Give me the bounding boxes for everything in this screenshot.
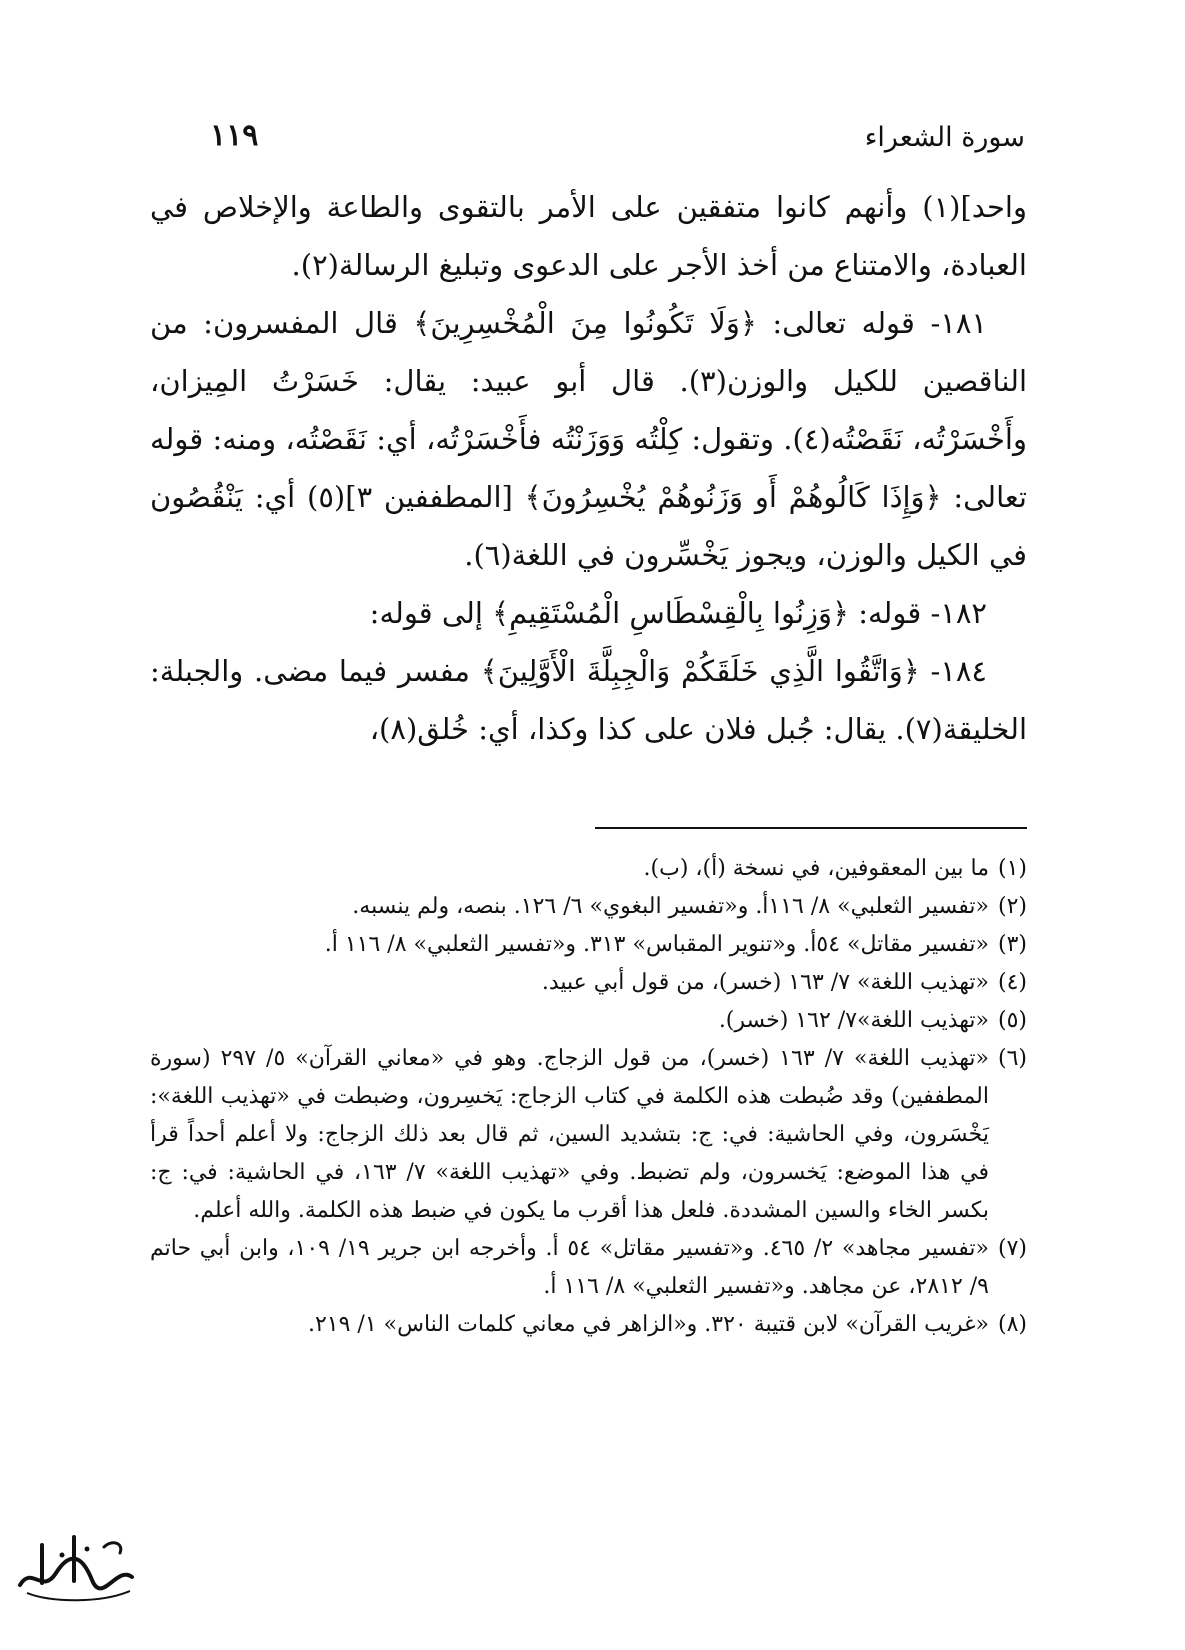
footnote — [150, 1230, 1027, 1306]
footnote-number: (٨) — [997, 1312, 1027, 1337]
main-text — [150, 178, 1027, 758]
calligraphy-logo — [12, 1525, 142, 1610]
running-title: سورة الشعراء — [864, 122, 1025, 153]
footnote — [150, 1040, 1027, 1230]
footnote — [150, 1002, 1027, 1040]
page-number: ١١٩ — [210, 118, 259, 153]
footnote-number: (٦) — [997, 1046, 1027, 1071]
footnote-text: ما بين المعقوفين، في نسخة (أ)، (ب). — [643, 856, 989, 881]
paragraph-verse-181: ١٨١- قوله تعالى: ﴿وَلَا تَكُونُوا مِنَ الْمُخْسِرِينَ﴾ قال المفسرون: من الناقصين للكيل والوزن(٣). قال أبو عبيد: يقال: خَسَرْتُ المِيزان، وأَخْسَرْتُه، نَقَصْتُه(٤). وتقول: كِلْتُه وَوَزَنْتُه فأَخْسَرْتُه، أي: نَقَصْتُه، ومنه: قوله تعالى: ﴿وَإِذَا كَالُوهُمْ أَو وَزَنُوهُمْ يُخْسِرُونَ﴾ [المطففين ٣](٥) أي: يَنْقُصُون في الكيل والوزن، ويجوز يَخْسِّرون في اللغة(٦). — [150, 306, 1027, 572]
footnote-number: (٣) — [997, 932, 1027, 957]
footnote-number: (٢) — [997, 894, 1027, 919]
footnote-text: «تهذيب اللغة» ٧/ ١٦٣ (خسر)، من قول أبي عبيد. — [541, 970, 989, 995]
footnote-text: «تهذيب اللغة»٧/ ١٦٢ (خسر). — [718, 1008, 989, 1033]
footnotes — [150, 850, 1027, 1344]
footnote-number: (١) — [997, 856, 1027, 881]
paragraph-verse-182: ١٨٢- قوله: ﴿وَزِنُوا بِالْقِسْطَاسِ الْمُسْتَقِيمِ﴾ إلى قوله: — [369, 596, 987, 630]
footnote-text: «تفسير الثعلبي» ٨/ ١١٦أ. و«تفسير البغوي» ٦/ ١٢٦. بنصه، ولم ينسبه. — [352, 894, 989, 919]
page-header — [150, 112, 1025, 162]
footnote-text: «تهذيب اللغة» ٧/ ١٦٣ (خسر)، من قول الزجاج. وهو في «معاني القرآن» ٥/ ٢٩٧ (سورة المطففين) وقد ضُبطت هذه الكلمة في كتاب الزجاج: يَخسِرون، وضبطت في «تهذيب اللغة»: يَخْسَرون، وفي الحاشية: في: ج: بتشديد السين، ثم قال بعد ذلك الزجاج: ولا أعلم أحداً قرأ في هذا الموضع: يَخسرون، ولم تضبط. وفي «تهذيب اللغة» ٧/ ١٦٣، في الحاشية: في: ج: بكسر الخاء والسين المشددة. فلعل هذا أقرب ما يكون في ضبط هذه الكلمة. والله أعلم. — [150, 1046, 990, 1223]
footnote-text: «غريب القرآن» لابن قتيبة ٣٢٠. و«الزاهر في معاني كلمات الناس» ١/ ٢١٩. — [307, 1312, 989, 1337]
footnote-separator — [595, 827, 1027, 829]
footnote-number: (٤) — [997, 970, 1027, 995]
footnote-number: (٧) — [997, 1236, 1027, 1261]
footnote — [150, 1306, 1027, 1344]
footnote — [150, 850, 1027, 888]
footnote-number: (٥) — [997, 1008, 1027, 1033]
footnote — [150, 926, 1027, 964]
paragraph-continuation: واحد](١) وأنهم كانوا متفقين على الأمر بالتقوى والطاعة والإخلاص في العبادة، والامتناع من أخذ الأجر على الدعوى وتبليغ الرسالة(٢). — [150, 190, 1027, 282]
footnote — [150, 964, 1027, 1002]
paragraph-verse-184: ١٨٤- ﴿وَاتَّقُوا الَّذِي خَلَقَكُمْ وَالْجِبِلَّةَ الْأَوَّلِينَ﴾ مفسر فيما مضى. والجبلة: الخليقة(٧). يقال: جُبل فلان على كذا وكذا، أي: خُلق(٨)، — [150, 654, 1027, 746]
footnote-text: «تفسير مقاتل» ٥٤أ. و«تنوير المقباس» ٣١٣. و«تفسير الثعلبي» ٨/ ١١٦ أ. — [324, 932, 989, 957]
footnote-text: «تفسير مجاهد» ٢/ ٤٦٥. و«تفسير مقاتل» ٥٤ أ. وأخرجه ابن جرير ١٩/ ١٠٩، وابن أبي حاتم ٩/ ٢٨١٢، عن مجاهد. و«تفسير الثعلبي» ٨/ ١١٦ أ. — [150, 1236, 990, 1299]
footnote — [150, 888, 1027, 926]
